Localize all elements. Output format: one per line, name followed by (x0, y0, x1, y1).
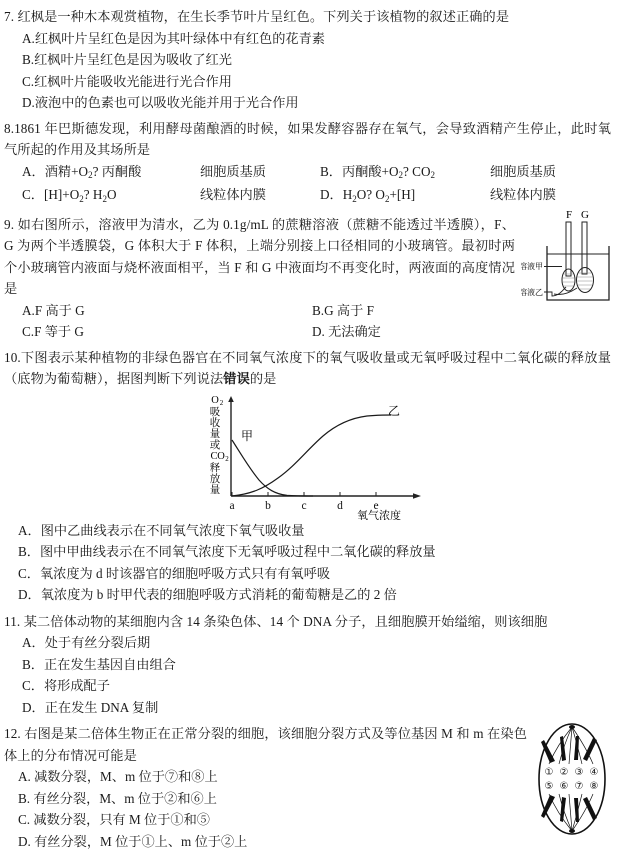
question-11-option-b[interactable]: B．正在发生基因自由组合 (4, 654, 611, 676)
svg-text:释: 释 (209, 462, 220, 474)
question-11-option-a[interactable]: A．处于有丝分裂后期 (4, 632, 611, 654)
question-9-text: 如右图所示，溶液甲为清水，乙为 0.1g/mL 的蔗糖溶液（蔗糖不能透过半透膜），F、G 为两个半透膜袋，G 体积大于 F 体积，上端分别接上口径相同的小玻璃管。最初时两个小玻璃管内液面与烧杯液面相平，当 F 和 G 中液面均不再变化时，两液面的高度情况是 (4, 217, 515, 297)
option-c-sub: 2 (79, 194, 84, 204)
option-c-label: C． (22, 187, 44, 202)
question-11 (0, 606, 617, 719)
svg-text:或: 或 (209, 438, 220, 451)
option-a-product: ? 丙酮酸 (93, 164, 142, 179)
question-7-option-c[interactable]: C.红枫叶片能吸收光能进行光合作用 (4, 71, 611, 93)
option-d-product: O? O (357, 187, 385, 202)
question-7-option-b[interactable]: B.红枫叶片呈红色是因为吸收了红光 (4, 49, 611, 71)
question-8-option-b-site: 细胞质基质 (490, 161, 556, 185)
chromosome-label-2: ② (560, 767, 569, 778)
option-b-sub2: 2 (431, 170, 436, 180)
question-11-number: 11. (4, 614, 20, 629)
question-8 (0, 114, 617, 208)
question-9-number: 9. (4, 217, 14, 232)
question-9-option-c[interactable]: C.F 等于 G (22, 321, 312, 343)
chart-series-yi-label: 乙 (388, 404, 400, 418)
question-12-number: 12. (4, 726, 21, 741)
option-d-reactant: H (343, 187, 353, 202)
question-8-stem (4, 118, 611, 161)
question-12-option-a[interactable]: A. 减数分裂，M、m 位于⑦和⑧上 (4, 766, 611, 788)
leader-line-yi-2 (554, 288, 577, 295)
option-d-sub: 2 (352, 194, 357, 204)
question-9 (0, 208, 617, 343)
option-a-label: A． (22, 164, 45, 179)
question-7-option-d[interactable]: D.液泡中的色素也可以吸收光能并用于光合作用 (4, 92, 611, 114)
chromosome-label-5: ⑤ (545, 781, 554, 792)
option-d-sub2: 2 (385, 194, 390, 204)
question-8-text: 1861 年巴斯德发现，利用酵母菌酿酒的时候，如果发酵容器存在氧气，会导致酒精产生停止，此时氧气所起的作用及其场所是 (4, 121, 611, 158)
svg-text:O: O (211, 395, 219, 406)
chromosome-label-1: ① (545, 767, 554, 778)
svg-text:量: 量 (209, 428, 220, 440)
glass-tube-f (566, 222, 571, 276)
option-d-label: D． (320, 187, 343, 202)
chart-series-jia-curve (232, 440, 313, 496)
xtick-d: d (337, 500, 343, 512)
svg-text:吸: 吸 (209, 406, 220, 418)
chromosome-label-8: ⑧ (590, 781, 599, 792)
question-7-number: 7. (4, 9, 14, 24)
chromosome-label-4: ④ (590, 767, 599, 778)
question-10-text-part2: 的是 (250, 371, 277, 386)
question-10-number: 10. (4, 350, 21, 365)
option-c-product: ? H (84, 187, 103, 202)
question-7-stem (4, 6, 611, 28)
option-d-tail: +[H] (389, 187, 415, 202)
question-9-options-row-1 (4, 300, 611, 322)
question-12 (0, 718, 617, 852)
option-b-sub: 2 (399, 170, 404, 180)
xtick-b: b (265, 500, 271, 512)
question-10-option-c[interactable]: C．氧浓度为 d 时该器官的细胞呼吸方式只有有氧呼吸 (4, 563, 611, 585)
question-12-option-b[interactable]: B. 有丝分裂，M、m 位于②和⑥上 (4, 788, 611, 810)
question-10-option-a[interactable]: A．图中乙曲线表示在不同氧气浓度下氧气吸收量 (4, 520, 611, 542)
cell-division-figure (533, 720, 611, 838)
centrosome-bottom (569, 829, 575, 833)
question-10-text-part1: 下图表示某种植物的非绿色器官在不同氧气浓度下的氧气吸收量或无氧呼吸过程中二氧化碳的释放量（底物为葡萄糖），据图判断下列说法 (4, 350, 611, 387)
tube-label-g: G (581, 209, 589, 221)
chart-container (4, 392, 611, 520)
question-8-option-c-site: 线粒体内膜 (200, 184, 320, 208)
chart-series-yi-curve (232, 415, 391, 496)
question-9-option-b[interactable]: B.G 高于 F (312, 300, 374, 322)
chromosome-labels-bottom (545, 781, 599, 792)
question-11-text: 某二倍体动物的某细胞内含 14 条染色体、14 个 DNA 分子，且细胞膜开始缢缩，则该细胞 (24, 614, 548, 629)
question-11-option-d[interactable]: D．正在发生 DNA 复制 (4, 697, 611, 719)
question-9-option-a[interactable]: A.F 高于 G (22, 300, 312, 322)
option-c-reactant: [H]+O (44, 187, 79, 202)
xtick-e: e (373, 500, 378, 512)
question-10-option-d[interactable]: D．氧浓度为 b 时甲代表的细胞呼吸方式消耗的葡萄糖是乙的 2 倍 (4, 584, 611, 606)
question-7-option-a[interactable]: A.红枫叶片呈红色是因为其叶绿体中有红色的花青素 (4, 28, 611, 50)
question-10-option-b[interactable]: B．图中甲曲线表示在不同氧气浓度下无氧呼吸过程中二氧化碳的释放量 (4, 541, 611, 563)
svg-text:2: 2 (219, 399, 223, 407)
question-7-text: 红枫是一种木本观赏植物，在生长季节叶片呈红色。下列关于该植物的叙述正确的是 (18, 9, 510, 24)
question-11-option-c[interactable]: C．将形成配子 (4, 675, 611, 697)
option-b-label: B． (320, 164, 342, 179)
svg-text:2: 2 (225, 455, 229, 463)
question-12-option-c[interactable]: C. 减数分裂，只有 M 位于①和⑤ (4, 809, 611, 831)
question-10 (0, 343, 617, 606)
chart-series-jia-label: 甲 (241, 429, 253, 443)
label-solution-yi: 溶液乙 (521, 287, 543, 297)
option-c-tail: O (107, 187, 117, 202)
option-c-sub2: 2 (102, 194, 107, 204)
tube-label-f: F (566, 209, 572, 221)
cell-division-svg (533, 720, 611, 838)
question-11-stem (4, 611, 611, 633)
xtick-a: a (229, 500, 234, 512)
question-12-text: 右图是某二倍体生物正在正常分裂的细胞，该细胞分裂方式及等位基因 M 和 m 在染色体上的分布情况可能是 (4, 726, 527, 763)
centrosome-top (569, 725, 575, 729)
xtick-c: c (301, 500, 306, 512)
question-9-stem (4, 214, 611, 300)
svg-text:C: C (210, 451, 217, 462)
glass-tube-g (582, 222, 587, 274)
option-a-sub: 2 (88, 170, 93, 180)
chart-svg (183, 392, 433, 520)
question-8-option-d-site: 线粒体内膜 (490, 184, 556, 208)
question-8-option-a-site: 细胞质基质 (200, 161, 320, 185)
chromosome-labels-top (545, 767, 599, 778)
option-b-reactant: 丙酮酸+O (342, 164, 399, 179)
svg-text:放: 放 (209, 472, 220, 485)
question-8-option-d[interactable] (320, 184, 490, 208)
question-9-options-row-2 (4, 321, 611, 343)
question-10-emphasis: 错误 (223, 371, 250, 386)
question-8-option-c[interactable] (22, 184, 200, 208)
chromosome-label-6: ⑥ (560, 781, 569, 792)
question-8-option-b[interactable] (320, 161, 490, 185)
svg-text:O: O (217, 451, 225, 462)
chart-x-axis-arrow (413, 493, 421, 499)
chromosome-label-3: ③ (575, 767, 584, 778)
chart-ylabel (209, 395, 229, 496)
chart-xlabel: 氧气浓度 (357, 508, 401, 520)
respiration-curve-chart (183, 392, 433, 520)
membrane-bag-f (562, 269, 575, 291)
beaker-svg (521, 208, 613, 306)
question-8-options-row-2 (4, 184, 611, 208)
bag-g-stipple (578, 273, 593, 289)
question-7 (0, 0, 617, 114)
question-8-options-row-1 (4, 161, 611, 185)
question-8-option-a[interactable] (22, 161, 200, 185)
svg-text:量: 量 (209, 484, 220, 496)
option-a-reactant: 酒精+O (45, 164, 88, 179)
question-12-stem (4, 723, 611, 766)
option-b-product: ? CO (403, 164, 430, 179)
chromosome-label-7: ⑦ (575, 781, 584, 792)
question-8-number: 8. (4, 121, 14, 136)
chart-y-axis-arrow (228, 396, 234, 402)
svg-text:收: 收 (209, 416, 220, 429)
question-9-option-d[interactable]: D. 无法确定 (312, 321, 381, 343)
question-10-stem (4, 347, 611, 390)
beaker-figure (521, 208, 613, 306)
label-solution-jia: 溶液甲 (521, 261, 543, 271)
question-12-option-d[interactable]: D. 有丝分裂，M 位于①上、m 位于②上 (4, 831, 611, 852)
